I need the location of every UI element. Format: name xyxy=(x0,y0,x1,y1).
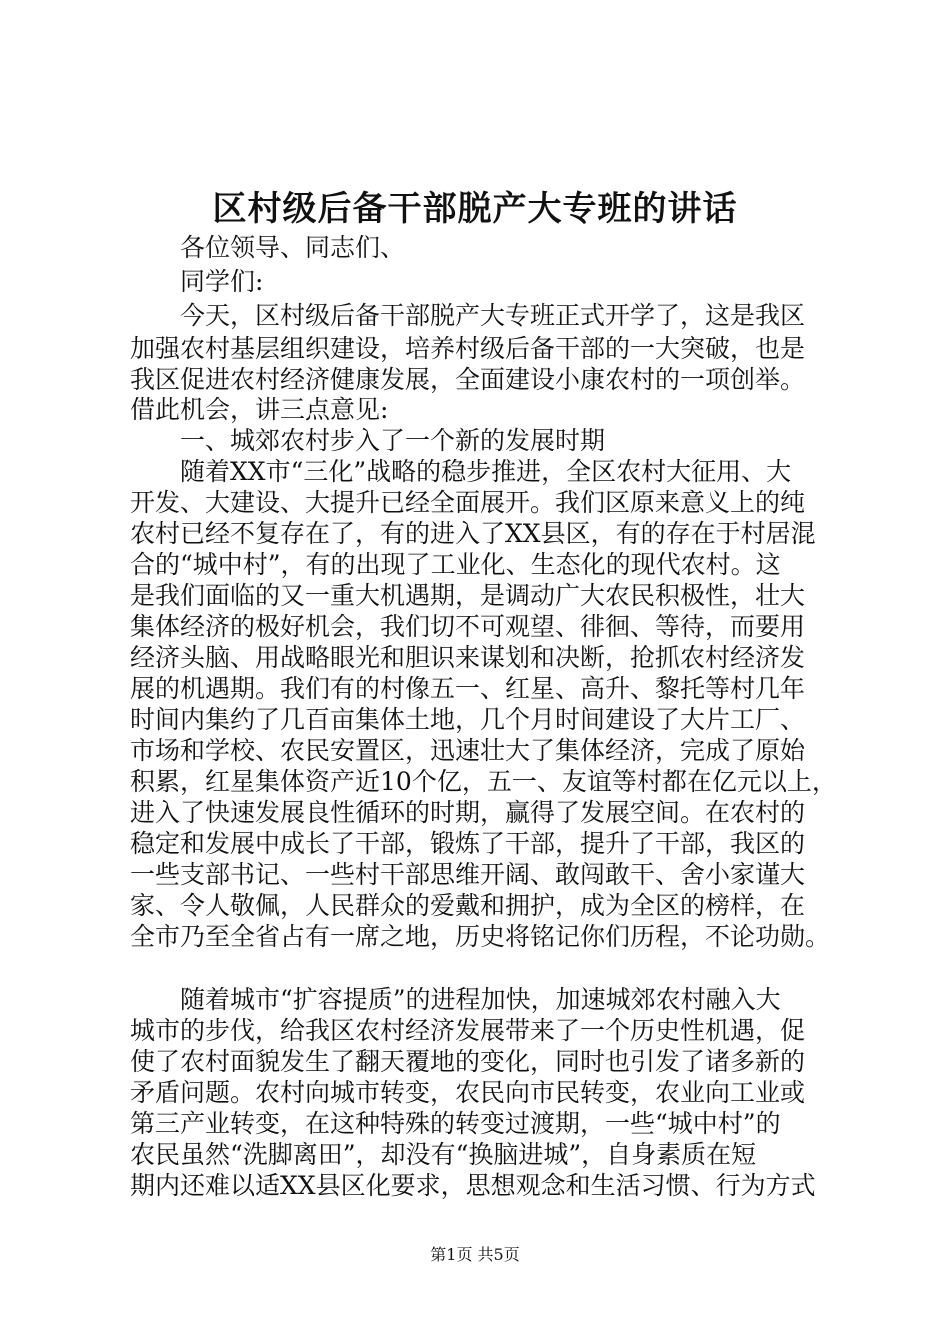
text-line: 我区促进农村经济健康发展，全面建设小康农村的一项创举。 xyxy=(130,365,806,394)
text-line: 借此机会，讲三点意见: xyxy=(130,395,389,424)
text-line: 随着城市“扩容提质”的进程加快，加速城郊农村融入大 xyxy=(180,985,781,1014)
text-line: 第三产业转变，在这种特殊的转变过渡期，一些“城中村”的 xyxy=(130,1109,781,1138)
text-line: 一些支部书记、一些村干部思维开阔、敢闯敢干、舍小家谨大 xyxy=(130,860,806,889)
text-line: 全市乃至全省占有一席之地，历史将铭记你们历程，不论功勋。 xyxy=(130,922,831,951)
text-line: 使了农村面貌发生了翻天覆地的变化，同时也引发了诸多新的 xyxy=(130,1047,806,1076)
section-heading: 一、城郊农村步入了一个新的发展时期 xyxy=(180,426,606,455)
salutation-line: 同学们: xyxy=(180,267,264,296)
text-line: 农民虽然“洗脚离田”，却没有“换脑进城”，自身素质在短 xyxy=(130,1140,757,1169)
text-line: 开发、大建设、大提升已经全面展开。我们区原来意义上的纯 xyxy=(130,488,806,517)
text-line: 今天，区村级后备干部脱产大专班正式开学了，这是我区 xyxy=(180,301,806,330)
text-line: 时间内集约了几百亩集体土地，几个月时间建设了大片工厂、 xyxy=(130,705,806,734)
text-line: 展的机遇期。我们有的村像五一、红星、高升、黎托等村几年 xyxy=(130,674,806,703)
text-line: 是我们面临的又一重大机遇期，是调动广大农民积极性，壮大 xyxy=(130,581,806,610)
text-line: 集体经济的极好机会，我们切不可观望、徘徊、等待，而要用 xyxy=(130,612,806,641)
text-line: 随着XX市“三化”战略的稳步推进，全区农村大征用、大 xyxy=(180,457,792,486)
text-line: 经济头脑、用战略眼光和胆识来谋划和决断，抢抓农村经济发 xyxy=(130,643,806,672)
text-line: 矛盾问题。农村向城市转变，农民向市民转变，农业向工业或 xyxy=(130,1078,806,1107)
page-footer: 第1页 共5页 xyxy=(430,1245,520,1264)
text-line: 合的“城中村”，有的出现了工业化、生态化的现代农村。这 xyxy=(130,550,781,579)
text-line: 进入了快速发展良性循环的时期，赢得了发展空间。在农村的 xyxy=(130,798,806,827)
text-line: 家、令人敬佩，人民群众的爱戴和拥护，成为全区的榜样，在 xyxy=(130,891,806,920)
text-line: 期内还难以适XX县区化要求，思想观念和生活习惯、行为方式 xyxy=(130,1171,816,1200)
text-line: 稳定和发展中成长了干部，锻炼了干部，提升了干部，我区的 xyxy=(130,829,806,858)
salutation-line: 各位领导、同志们、 xyxy=(180,233,406,262)
text-line: 农村已经不复存在了，有的进入了XX县区，有的存在于村居混 xyxy=(130,519,816,548)
text-line: 加强农村基层组织建设，培养村级后备干部的一大突破，也是 xyxy=(130,334,806,363)
text-line: 积累，红星集体资产近10个亿，五一、友谊等村都在亿元以上， xyxy=(130,767,837,796)
document-title: 区村级后备干部脱产大专班的讲话 xyxy=(212,189,738,229)
text-line: 市场和学校、农民安置区，迅速壮大了集体经济，完成了原始 xyxy=(130,736,806,765)
text-line: 城市的步伐，给我区农村经济发展带来了一个历史性机遇，促 xyxy=(130,1016,806,1045)
